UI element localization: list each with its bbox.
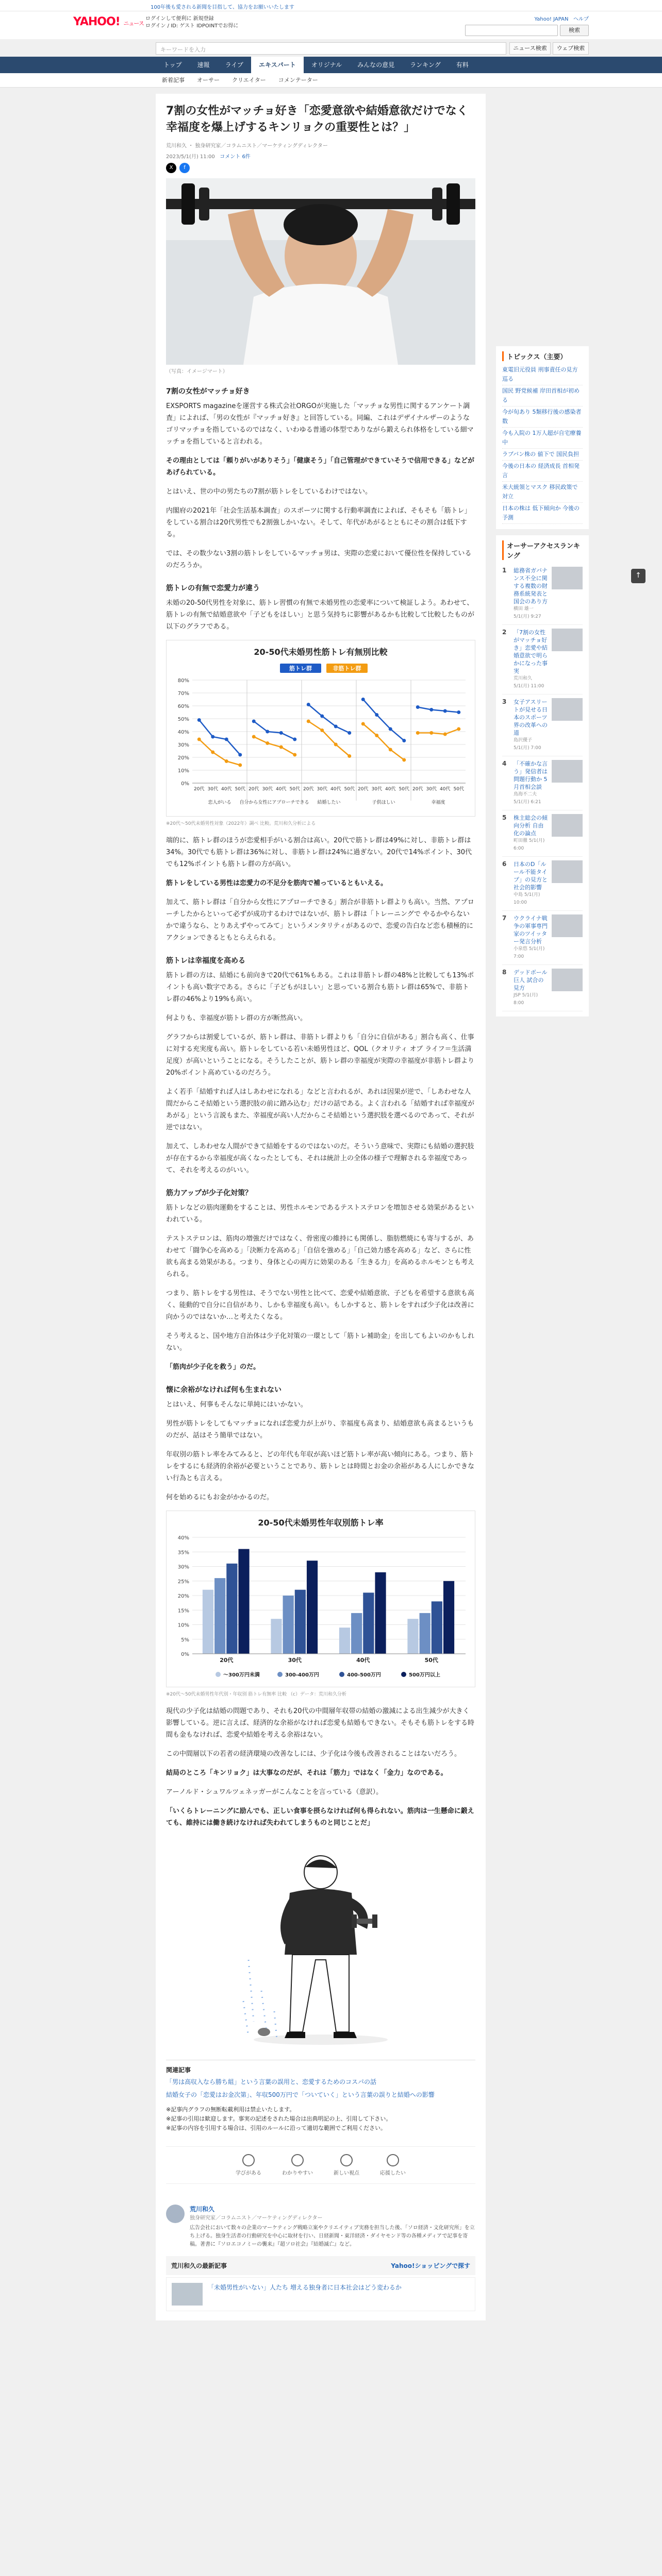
paragraph: 筋トレなどの筋肉運動をすることは、男性ホルモンであるテストステロンを増加させる効果があるといわれている。: [166, 1204, 474, 1224]
legend-swatch: [277, 1672, 283, 1677]
y-tick-label: 20%: [177, 755, 189, 761]
x-tick-label: 40代: [276, 787, 287, 792]
chart-note: ※20代〜50代未婚男性年代別・年収別 筋トレ有無率 比較 （c）データ：荒川和久分析: [166, 1692, 346, 1697]
paragraph: 男性が筋トレをしてもマッチョになれば恋愛力が上がり、幸福度も高まり、結婚意欲も高まるというものだが、話はそう簡単ではない。: [166, 1420, 474, 1439]
data-point: [347, 754, 351, 758]
eye-icon: [340, 2154, 353, 2166]
avatar[interactable]: [166, 2205, 185, 2223]
data-point: [211, 751, 214, 754]
x-tick-label: 40代: [221, 787, 232, 792]
series-line: [199, 739, 240, 765]
paragraph: よく若手「結婚すれば人はしあわせになれる」などと言われるが、あれは因果が逆で、「しあわせな人間だからこそ結婚という選択肢の前に踏み込む」だけの話である。よく言われる「結婚すれば幸福度があがる」という言説もまた、幸福度が高い人だからこそ結婚という選択肢を選べるのであって、それが逆ではない。: [166, 1088, 475, 1131]
series-line: [254, 721, 295, 739]
y-tick-label: 60%: [177, 704, 189, 709]
data-point: [211, 735, 214, 739]
data-point: [225, 759, 228, 763]
data-point: [361, 698, 365, 701]
data-point: [347, 731, 351, 735]
group-label: 子供ほしい: [372, 800, 395, 805]
line-chart-svg: [167, 659, 475, 814]
paragraph: その理由としては「頼りがいがありそう」「健康そう」「自己管理ができていそうで信用できる」などがあげられている。: [166, 457, 475, 477]
ranking-title[interactable]: デッドボール 巨人 試合の見方 JSP 5/1(月) 8:00: [514, 969, 548, 1007]
nav-tab[interactable]: トップ: [163, 61, 182, 69]
header-links: [535, 14, 589, 22]
author-profile-role: 独身研究家／コラムニスト／マーケティングディレクター: [190, 2215, 323, 2221]
ranking-item[interactable]: [502, 625, 583, 694]
group-label: 幸福度: [431, 800, 445, 805]
y-tick-label: 10%: [177, 768, 189, 774]
reaction-support-button[interactable]: 応援したい: [380, 2154, 406, 2176]
topic-link[interactable]: 日本の株は 低下傾向か 今後の予測: [502, 503, 583, 524]
x-tick-label: 30代: [288, 1657, 302, 1664]
ranking-number: 6: [502, 860, 507, 868]
bar: [283, 1596, 294, 1654]
x-tick-label: 40代: [356, 1657, 370, 1664]
cheer-icon: [387, 2154, 399, 2166]
data-point: [307, 703, 310, 706]
data-point: [402, 758, 406, 762]
comments-link[interactable]: コメント 6件: [220, 154, 251, 160]
nav-tab[interactable]: オリジナル: [311, 61, 342, 69]
series-line: [199, 720, 240, 755]
ranking-meta: 中島 5/1(月) 10:00: [514, 892, 540, 905]
latest-article-title[interactable]: 「未婚男性がいない」人たち 増える独身者に日本社会はどう変わるか: [208, 2284, 402, 2291]
paragraph: EXSPORTS magazineを運営する株式会社ORGOが実施した「マッチョな男性に関するアンケート調査」によれば、「男の女性が『マッチョ好き』と回答している。同編、これはデザイナルザーのようなゴリマッチョを指しているのではなく、いわゆる普通の体型でありながら鍛えられ体格をしている細マッチョを指していると言われる。: [166, 402, 474, 446]
ranking-item[interactable]: [502, 563, 583, 625]
ranking-number: 1: [502, 567, 507, 574]
help-link[interactable]: ヘルプ: [573, 16, 589, 22]
ranking-number: 5: [502, 814, 507, 821]
data-point: [225, 738, 228, 741]
web-search-button[interactable]: ウェブ検索: [553, 42, 589, 55]
y-tick-label: 70%: [177, 691, 189, 697]
topic-link[interactable]: 今も入院の 1万人超が自宅療養中: [502, 428, 583, 449]
bar: [226, 1564, 237, 1654]
ranking-meta: 鳥海不二夫 5/1(月) 6:21: [514, 792, 541, 805]
data-point: [416, 731, 420, 735]
related-link[interactable]: 結婚女子の「恋愛はお金次第」、年収500万円で「ついていく」という言葉の誤りと結婚への影響: [166, 2091, 435, 2098]
ranking-thumbnail: [552, 567, 583, 589]
nav-tab[interactable]: みんなの意見: [357, 61, 395, 69]
x-tick-label: 30代: [426, 787, 437, 792]
y-tick-label: 35%: [177, 1550, 189, 1556]
paragraph: テストステロンは、筋肉の増強だけではなく、骨密度の維持にも関係し、脂肪燃焼にも寄与するが、あわせて「闘争心を高める」「決断力を高める」「自信を強める」「自己効力感を高める」など、さらに性欲も高まる効果がある。つまり、身体と心の両方に効果のある「生きる力」を高めるホルモンとも考えられる。: [166, 1235, 475, 1278]
arrow-up-icon: ↑: [635, 571, 641, 580]
x-tick-label: 20代: [303, 787, 314, 792]
y-tick-label: 0%: [181, 781, 189, 787]
sub-nav: [0, 73, 662, 88]
ranking-title[interactable]: 総務省ガバナンス不全に関する複数の財務系統発表と国会のあり方 横田 雄一 5/1(月) 9:27: [514, 567, 548, 621]
legend-label: 筋トレ群: [289, 665, 312, 672]
login-promo: [145, 15, 238, 30]
author-name[interactable]: 荒川和久: [166, 143, 187, 149]
ranking-thumbnail: [552, 760, 583, 783]
group-label: 結婚したい: [317, 800, 341, 805]
data-point: [389, 748, 392, 752]
paragraph: つまり、筋トレをする男性は、そうでない男性と比べて、恋愛や結婚意欲、子どもを希望する意欲も高く、能動的で自分に自信があり、しかも幸福度も高い。もしかすると、筋トレをすれば少子化は改善に向かうのではないか…と考えたくなる。: [166, 1290, 474, 1321]
reaction-learn-button[interactable]: 学びがある: [236, 2154, 261, 2176]
data-point: [266, 741, 269, 745]
series-line: [363, 724, 404, 760]
data-point: [252, 735, 256, 739]
paragraph: 未婚の20-50代男性を対象に、筋トレ習慣の有無で未婚男性の恋愛率について検証しよう。あわせて、筋トレの有無で結婚意欲や「子どもをほしい」と思う気持ちに影響があるかも比較して比較したものが以下のグラフである。: [166, 599, 475, 631]
topics-panel: [496, 346, 589, 529]
y-tick-label: 80%: [177, 678, 189, 684]
section-heading: 筋力アップが少子化対策？: [166, 1189, 253, 1197]
bar: [375, 1572, 386, 1654]
topics-heading: トピックス（主要）: [502, 351, 583, 361]
chart-muscle-training-comparison: [166, 640, 475, 817]
lightbulb-icon: [242, 2154, 255, 2166]
data-point: [238, 753, 242, 757]
paragraph: 何よりも、幸福度が筋トレ群の方が断然高い。: [166, 1014, 307, 1022]
ranking-title[interactable]: 女子アスリートが見せる日本のスポーツ界の改革への道 島沢優子 5/1(月) 7:00: [514, 698, 548, 752]
man-lifting-dumbbell-illustration: [166, 1836, 475, 2053]
topic-link[interactable]: 今後の日本の 経済成長 首相発言: [502, 461, 583, 482]
bar: [307, 1561, 318, 1654]
bar: [443, 1581, 454, 1654]
article-date-row: [166, 152, 475, 160]
article-date: 2023/5/1(月) 11:00: [166, 154, 215, 160]
yahoo-home-link[interactable]: Yahoo! JAPAN: [534, 16, 569, 22]
topic-link[interactable]: 今が旬あり 5類移行後の感染者数: [502, 406, 583, 428]
data-point: [443, 733, 447, 736]
section-heading: 筋トレの有無で恋愛力が違う: [166, 584, 260, 592]
legend-swatch: [401, 1672, 406, 1677]
data-point: [457, 727, 460, 731]
bar: [351, 1613, 362, 1654]
ranking-number: 2: [502, 629, 507, 636]
legend-label: 300-400万円: [285, 1672, 319, 1678]
subnav-tab[interactable]: クリエイター: [232, 77, 266, 83]
subnav-tab[interactable]: 新着記事: [162, 77, 185, 83]
paragraph: とはいえ、世の中の男たちの7割が筋トレをしているわけではない。: [166, 488, 372, 496]
related-articles: [166, 2060, 475, 2133]
quote: 「いくらトレーニングに励んでも、正しい食事を摂らなければ何も得られない。筋肉は一生懸命に鍛えても、維持には働き続けなければ失われてしまうものと同じことだ」: [166, 1807, 474, 1827]
ranking-meta: 町田徹 5/1(月) 6:00: [514, 838, 545, 851]
ranking-thumbnail: [552, 914, 583, 937]
data-point: [375, 713, 378, 717]
x-tick-label: 30代: [317, 787, 327, 792]
ranking-number: 3: [502, 698, 507, 705]
header-search-input[interactable]: [465, 25, 558, 36]
data-point: [416, 705, 420, 709]
data-point: [238, 764, 242, 767]
bar-chart-svg: [167, 1530, 475, 1685]
paragraph: 結局のところ「キンリョク」は大事なのだが、それは「筋力」ではなく「金力」なのである。: [166, 1769, 448, 1777]
y-tick-label: 0%: [181, 1652, 189, 1657]
paragraph: とはいえ、何事もそんなに単純にはいかない。: [166, 1401, 307, 1409]
data-point: [279, 731, 283, 735]
x-tick-label: 20代: [194, 787, 205, 792]
ranking-item[interactable]: [502, 857, 583, 911]
y-tick-label: 5%: [181, 1637, 189, 1643]
bar: [295, 1590, 306, 1654]
group-label: 自分から女性にアプローチできる: [239, 800, 309, 805]
latest-article-thumbnail: [172, 2283, 203, 2306]
facebook-share-icon[interactable]: f: [179, 163, 190, 173]
topic-link[interactable]: 国民 野党候補 岸田首相が初める: [502, 385, 583, 406]
x-tick-label: 50代: [424, 1657, 438, 1664]
data-point: [443, 709, 447, 713]
ranking-heading: オーサーアクセスランキング: [502, 540, 583, 560]
chart-income-training-rate: [166, 1511, 475, 1687]
author-latest-heading: 荒川和久の最新記事: [171, 2262, 227, 2269]
paragraph: 何を始めるにもお金がかかるのだ。: [166, 1494, 274, 1501]
data-point: [389, 727, 392, 731]
x-share-icon[interactable]: X: [166, 163, 176, 173]
y-tick-label: 30%: [177, 742, 189, 748]
article-meta: 荒川和久 ・ 独身研究家／コラムニスト／マーケティングディレクター: [166, 143, 328, 149]
ranking-thumbnail: [552, 860, 583, 883]
yahoo-logo[interactable]: YAHOO! ニュース: [73, 15, 144, 28]
author-profile-name[interactable]: 荒川和久: [190, 2206, 215, 2213]
subnav-tab[interactable]: コメンテーター: [278, 77, 318, 83]
section-heading: 懐に余裕がなければ何も生まれない: [166, 1386, 282, 1394]
data-point: [197, 738, 201, 741]
bar: [203, 1590, 213, 1654]
paragraph: 年収別の筋トレ率をみてみると、どの年代も年収が高いほど筋トレ率が高い傾向にある。つまり、筋トレをするにも経済的余裕が必要ということであり、筋トレとは時間とお金の余裕がある人にしかできない行為とも言える。: [166, 1451, 475, 1482]
x-tick-label: 20代: [412, 787, 423, 792]
ranking-title[interactable]: 「7割の女性がマッチョ好き」恋愛や結婚意欲で明らかになった事実 荒川和久 5/1(月) 11:00: [514, 629, 548, 690]
y-tick-label: 10%: [177, 1622, 189, 1629]
check-icon: [291, 2154, 304, 2166]
ranking-thumbnail: [552, 814, 583, 837]
author-latest-header: [166, 2256, 475, 2275]
data-point: [361, 722, 365, 726]
y-tick-label: 40%: [177, 730, 189, 735]
chart-title: 20-50代未婚男性年収別筋トレ率: [258, 1518, 384, 1528]
topic-link[interactable]: 米大統領とマスク 移民政策で対立: [502, 482, 583, 503]
bar: [238, 1549, 249, 1654]
data-point: [402, 739, 406, 742]
weightlifter-photo: [166, 178, 475, 365]
share-buttons: [166, 163, 475, 173]
series-line: [418, 707, 459, 713]
data-point: [429, 708, 433, 711]
top-banner-text[interactable]: 100年後も愛される新聞を目指して、協力をお願いいたします: [151, 5, 294, 10]
reaction-clear-button[interactable]: わかりやすい: [282, 2154, 313, 2176]
data-point: [429, 731, 433, 735]
ranking-item[interactable]: [502, 694, 583, 756]
ranking-number: 8: [502, 969, 507, 976]
ranking-meta: 小泉悠 5/1(月) 7:00: [514, 946, 545, 959]
x-tick-label: 50代: [344, 787, 355, 792]
shopping-link[interactable]: Yahoo!ショッピングで探す: [391, 2262, 470, 2269]
paragraph: 筋トレ群の方は、結婚にも前向きで20代で61%もある。これは非筋トレ群の48%と比較しても13%ポイントも高い数字である。さらに「子どもがほしい」と思っている割合も筋トレ群は65%で、非筋トレ群の46%より19%も高い。: [166, 972, 474, 1003]
x-tick-label: 20代: [358, 787, 369, 792]
author-bio: 広告会社において数々の企業のマーケティング戦略立案やクリエイティブ実務を担当した後、「ソロ経済・文化研究所」を立ち上げる。独身生活者の行動研究を中心に取材を行い、日経新聞・東洋経済・ダイヤモンド等の各種メディアで記事を寄稿。著書に『ソロエコノミーの襲来』『超ソロ社会』『結婚滅亡』など。: [190, 2225, 475, 2247]
y-tick-label: 25%: [177, 1579, 189, 1585]
ranking-item[interactable]: [502, 911, 583, 965]
footnote: ※記事内グラフの無断転載利用は禁止いたします。: [166, 2106, 295, 2113]
data-point: [293, 753, 296, 757]
paragraph: アーノルド・シュワルツェネッガーがこんなことを言っている（意訳）。: [166, 1788, 383, 1796]
x-tick-label: 40代: [385, 787, 396, 792]
latest-article-card[interactable]: [166, 2277, 475, 2311]
scroll-to-top-button[interactable]: [631, 569, 646, 583]
paragraph: 端的に、筋トレ群のほうが恋愛相手がいる割合は高い。20代で筋トレ群は49%に対し、非筋トレ群は34%。30代でも筋トレ群は36%に対し、非筋トレ群は24%に過ぎない。20代で14%ポイント、30代でも12%ポイントも筋トレ群の方が高い。: [166, 837, 472, 868]
data-point: [252, 720, 256, 723]
y-tick-label: 20%: [177, 1594, 189, 1599]
data-point: [279, 745, 283, 749]
data-point: [197, 718, 201, 722]
paragraph: そう考えると、国や地方自治体は少子化対策の一環として「筋トレ補助金」を出してもよいのかもしれない。: [166, 1332, 475, 1352]
article-photo: [166, 178, 475, 365]
article: [156, 94, 486, 2320]
data-point: [375, 734, 378, 737]
data-point: [293, 738, 296, 741]
ranking-title[interactable]: 株主総会の傾向分析 自由化の論点 町田徹 5/1(月) 6:00: [514, 814, 548, 853]
sidebar-ad-space: [496, 94, 589, 346]
section-heading: 7割の女性がマッチョ好き: [166, 387, 250, 396]
ranking-number: 7: [502, 914, 507, 922]
ranking-meta: 島沢優子 5/1(月) 7:00: [514, 738, 541, 751]
nav-tab[interactable]: ライブ: [225, 61, 243, 69]
masthead: [0, 11, 662, 39]
x-tick-label: 50代: [235, 787, 245, 792]
y-tick-label: 40%: [177, 1535, 189, 1541]
topic-link[interactable]: ラブバン株の 値下で 国民負担: [502, 449, 583, 461]
y-tick-label: 50%: [177, 717, 189, 722]
bar: [407, 1619, 418, 1654]
paragraph: 筋トレをしている男性は恋愛力の不足分を筋肉で補っているともいえる。: [166, 879, 388, 887]
reaction-newview-button[interactable]: 新しい視点: [334, 2154, 359, 2176]
nav-tab[interactable]: 有料: [456, 61, 469, 69]
data-point: [307, 720, 310, 723]
data-point: [266, 730, 269, 734]
related-link[interactable]: 「男は高収入なら勝ち組」という言葉の誤用と、恋愛するためのコスパの話: [166, 2078, 377, 2086]
legend-swatch: [339, 1672, 344, 1677]
data-point: [334, 743, 338, 747]
ranking-thumbnail: [552, 629, 583, 651]
x-tick-label: 30代: [262, 787, 273, 792]
bar: [271, 1619, 282, 1654]
footnote: ※記事の内容を引用する場合は、引用のルールに沿って適切な範囲でご利用ください。: [166, 2125, 386, 2131]
x-tick-label: 40代: [330, 787, 341, 792]
ranking-thumbnail: [552, 698, 583, 721]
ranking-panel: [496, 535, 589, 1016]
global-nav: [0, 57, 662, 73]
ranking-meta: 横田 雄一 5/1(月) 9:27: [514, 606, 541, 619]
bar: [214, 1578, 225, 1654]
paragraph: 加えて、筋トレ群は「自分から女性にアプローチできる」割合が非筋トレ群よりも高い。当然、アプローチしたからといって必ずが成功するわけではないが、筋トレ群は「トレーニングで やるかやらないかで違うなら、とりあえずやってみて」というメンタリティがあるので、恋愛の告白など恋も積極的にアクションできるともとらえられる。: [166, 899, 474, 942]
legend-swatch: [216, 1672, 221, 1677]
ranking-number: 4: [502, 760, 507, 767]
group-label: 恋人がいる: [208, 800, 231, 805]
ranking-item[interactable]: [502, 810, 583, 857]
paragraph: 内閣府の2021年「社会生活基本調査」のスポーツに関する行動率調査によれば、そもそも「筋トレ」をしている割合は20代男性でも2割強しかいない。そして、年代があがるとともにその割合は低下する。: [166, 507, 471, 538]
series-line: [254, 737, 295, 755]
bar: [420, 1613, 431, 1654]
paragraph: では、その数少ない3割の筋トレをしているマッチョ男は、実際の恋愛において優位性を保持しているのだろうか。: [166, 550, 472, 569]
paragraph: 現代の少子化は結婚の問題であり、それも20代の中間層年収帯の結婚の激減による出生減少が大きく影響している。逆に言えば、経済的な余裕がなければ恋愛も結婚もできない。そもそも筋トレをする時間も金もなければ、恋愛や結婚を考える余裕はない。: [166, 1707, 475, 1739]
top-banner: [0, 0, 662, 11]
promo-line[interactable]: ログインして便利に 新規登録: [145, 16, 214, 22]
ranking-title[interactable]: ウクライナ戦争の軍事専門家のツイッター発言分析 小泉悠 5/1(月) 7:00: [514, 914, 548, 961]
topic-link[interactable]: 東電旧元役員 刑事責任の見方巡る: [502, 364, 583, 385]
paragraph: 「筋肉が少子化を救う」のだ。: [166, 1363, 260, 1371]
paragraph: この中間層以下の若者の経済環境の改善なしには、少子化は今後も改善されることはないだろう。: [166, 1750, 461, 1758]
ranking-title[interactable]: 「不確かな言う」発信者は問題行動か 5月首相会談 鳥海不二夫 5/1(月) 6:21: [514, 760, 548, 806]
nav-tab[interactable]: 速報: [197, 61, 210, 69]
section-heading: 筋トレは幸福度を高める: [166, 957, 245, 965]
bar: [363, 1592, 374, 1654]
x-tick-label: 50代: [289, 787, 300, 792]
x-tick-label: 20代: [220, 1657, 234, 1664]
news-search-button[interactable]: ニュース検索: [509, 42, 551, 55]
y-tick-label: 15%: [177, 1608, 189, 1614]
x-tick-label: 50代: [399, 787, 409, 792]
ranking-meta: JSP 5/1(月) 8:00: [514, 993, 538, 1006]
news-search-input[interactable]: キーワードを入力: [156, 42, 506, 55]
author-role: 独身研究家／コラムニスト／マーケティングディレクター: [195, 143, 328, 149]
ranking-meta: 荒川和久 5/1(月) 11:00: [514, 676, 544, 689]
news-search-bar: [73, 39, 589, 57]
data-point: [320, 728, 324, 732]
header-search-button[interactable]: 検索: [560, 25, 589, 36]
ranking-item[interactable]: [502, 965, 583, 1011]
data-point: [457, 710, 460, 714]
x-tick-label: 40代: [440, 787, 451, 792]
ranking-thumbnail: [552, 969, 583, 991]
paragraph: 加えて、しあわせな人間ができて結婚をするのではないのだ。そういう意味で、実際にも結婚の選択肢が存在するから幸福度が高くなったとしても、それは統計上の全体の様子で理解される幸福度であって、それを考えるのがいい。: [166, 1143, 474, 1174]
y-tick-label: 30%: [177, 1564, 189, 1570]
photo-caption: （写真：イメージマート）: [166, 369, 228, 375]
nav-tab[interactable]: エキスパート: [251, 57, 304, 73]
x-tick-label: 30代: [371, 787, 382, 792]
footnote: ※記事の引用は歓迎します。事実の記述をされた場合は出典明記の上、引用して下さい。: [166, 2115, 392, 2122]
sidebar: [496, 94, 589, 2320]
ranking-title[interactable]: 日本のD「ルール不能タイプ」の見方と社会的影響 中島 5/1(月) 10:00: [514, 860, 548, 907]
paragraph: グラフからは割愛しているが、筋トレ群は、非筋トレ群よりも「自分に自信がある」割合も高く、仕事に対する充実度も高い。筋トレをしている若い未婚男性ほど、QOL（クオリティ オブ ライフ＝生活満足度）が高いということになる。そうしたことが、筋トレ群の幸福度が実際の幸福度が非筋トレ群より20%ポイント高めているのだろう。: [166, 1033, 475, 1077]
subnav-tab[interactable]: オーサー: [197, 77, 220, 83]
illustration-svg: [166, 1836, 475, 2053]
legend-label: 非筋トレ群: [333, 665, 361, 672]
article-title: 7割の女性がマッチョ好き「恋愛意欲や結婚意欲だけでなく幸福度を爆上げするキンリョクの重要性とは？」: [166, 105, 468, 134]
legend-label: 500万円以上: [409, 1672, 440, 1678]
reaction-buttons: [166, 2146, 475, 2184]
author-profile: [166, 2197, 475, 2256]
data-point: [334, 725, 338, 728]
chart-note: ※20代〜50代未婚男性対象（2022年）調べ 比較。荒川和久分析による: [166, 821, 316, 826]
bar: [432, 1601, 442, 1654]
legend-label: 400-500万円: [347, 1672, 381, 1678]
x-tick-label: 20代: [249, 787, 259, 792]
x-tick-label: 30代: [207, 787, 218, 792]
series-line: [308, 721, 350, 756]
legend-label: ～300万円未満: [223, 1672, 260, 1678]
x-tick-label: 50代: [453, 787, 464, 792]
promo-line[interactable]: ログイン / ID: ゲスト IDPOINTでお得に: [145, 23, 239, 29]
data-point: [320, 715, 324, 718]
bar: [339, 1628, 350, 1654]
ranking-item[interactable]: [502, 756, 583, 810]
nav-tab[interactable]: ランキング: [410, 61, 441, 69]
related-heading: 関連記事: [166, 2066, 191, 2074]
chart-title: 20-50代未婚男性筋トレ有無別比較: [254, 647, 388, 657]
